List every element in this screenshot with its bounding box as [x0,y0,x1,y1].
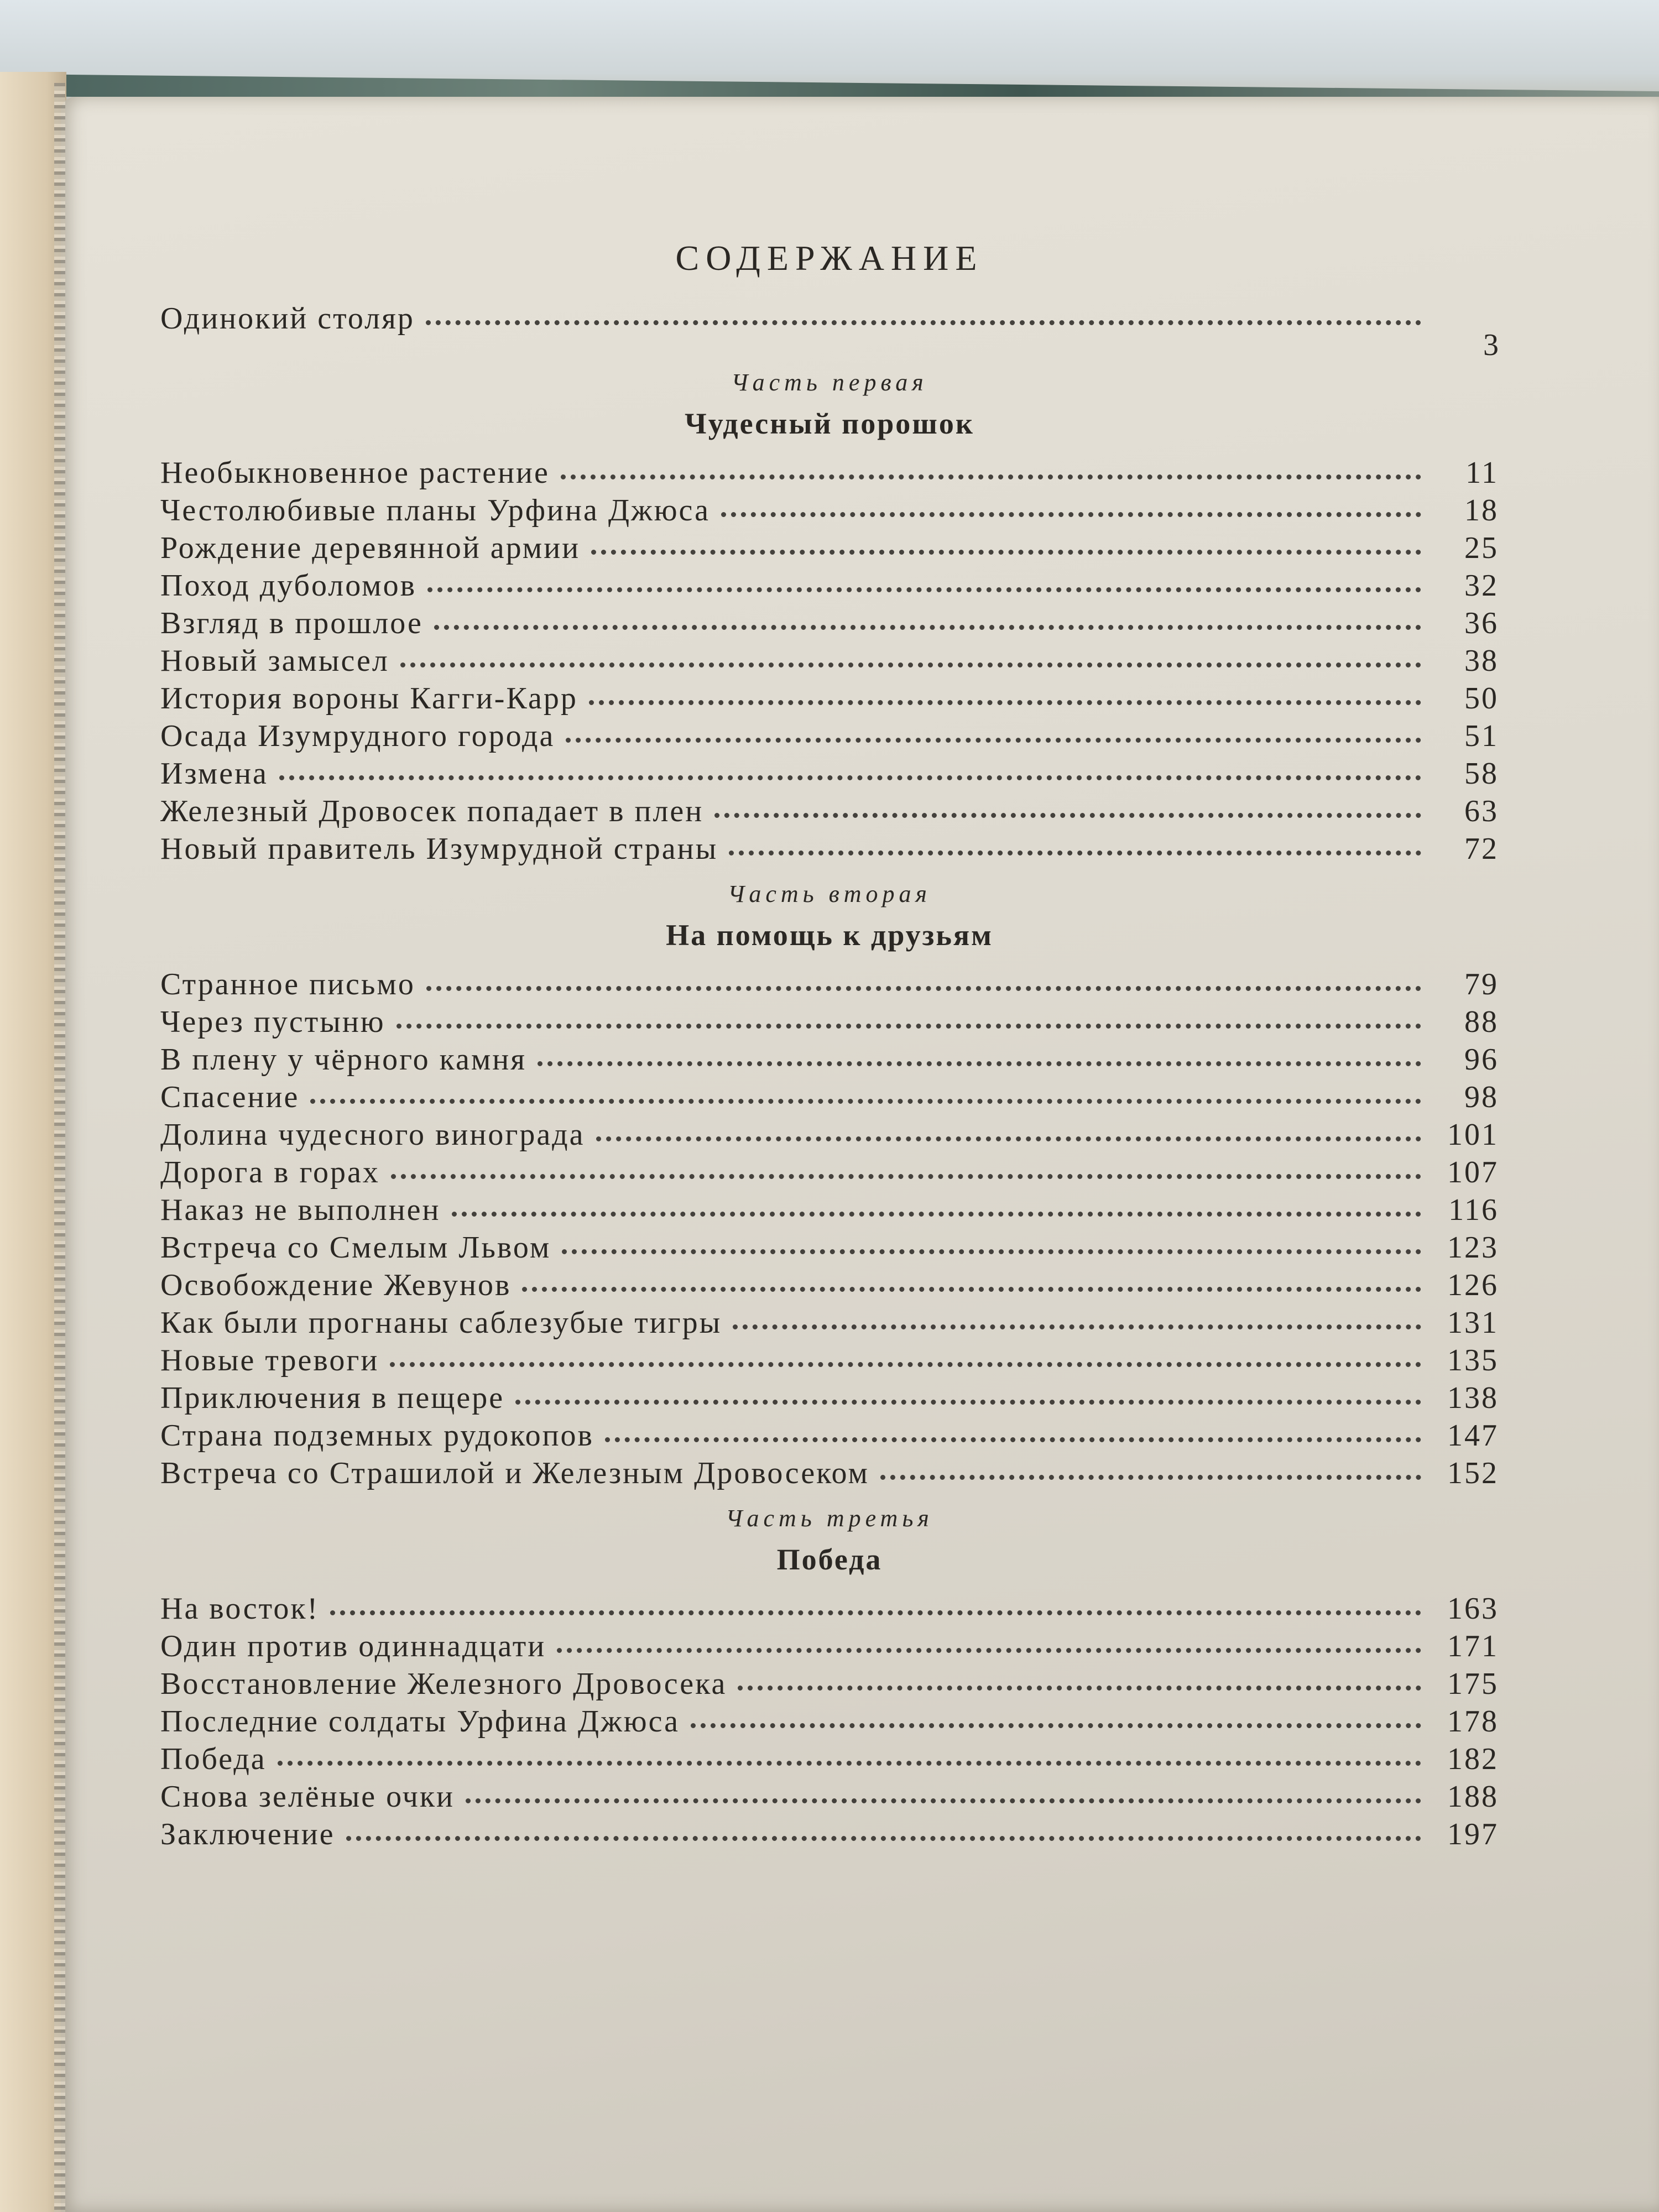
toc-entry-label: Взгляд в прошлое [160,606,423,640]
dot-leader [691,1723,1421,1728]
toc-entry-label: Победа [160,1742,267,1776]
toc-entry [160,718,1499,756]
toc-entry-label: В плену у чёрного камня [160,1042,527,1077]
toc-entry-page: 147 [1447,1418,1499,1453]
toc-entry-page: 63 [1464,794,1499,828]
toc-entry-page: 98 [1464,1080,1499,1114]
toc-entry-page: 72 [1464,832,1499,866]
toc-entry-page: 175 [1447,1667,1499,1701]
toc-entry-page: 101 [1447,1118,1499,1152]
toc-entry [160,1155,1499,1192]
dot-leader [562,1249,1421,1254]
dot-leader [561,474,1421,479]
toc-entry-page: 32 [1464,568,1499,603]
dot-leader [522,1287,1421,1292]
toc-part-3 [160,1504,1499,1854]
dot-leader [310,1099,1421,1104]
dot-leader [880,1475,1421,1480]
dot-leader [721,512,1421,517]
dot-leader [330,1610,1421,1615]
dot-leader [427,587,1421,592]
toc-entry [160,794,1499,831]
dot-leader [426,320,1421,325]
toc-entry-page: 123 [1447,1230,1499,1265]
toc-entry-label: Один против одиннадцати [160,1629,546,1663]
dot-leader [538,1061,1421,1066]
toc-entry-label: Новый правитель Изумрудной страны [160,832,718,866]
toc-entry-label: Приключения в пещере [160,1381,505,1415]
dot-leader [466,1798,1421,1803]
toc-entry-page: 11 [1465,456,1499,490]
book-spine [54,83,65,2212]
toc-entry-page: 18 [1464,493,1499,528]
toc-entry-label: Встреча со Страшилой и Железным Дровосеком [160,1456,869,1490]
toc-entry-page: 88 [1464,1005,1499,1039]
toc-entry [160,1817,1499,1854]
toc-entry-page: 152 [1447,1456,1499,1490]
dot-leader [566,738,1421,743]
part-title: Победа [776,1543,883,1576]
part-entries [160,1591,1499,1854]
toc-entry [160,1230,1499,1267]
toc-entry [160,756,1499,794]
toc-entry-page: 79 [1464,967,1499,1001]
dot-leader [400,662,1421,667]
toc-entry-label: Необыкновенное растение [160,456,550,490]
part-title: На помощь к друзьям [666,919,993,952]
dot-leader [434,625,1421,630]
toc-entry-page: 50 [1464,681,1499,716]
toc-entry [160,1305,1499,1343]
toc-entry [160,1079,1499,1117]
toc-entry [160,530,1499,568]
toc-entry [160,1192,1499,1230]
part-entries [160,455,1499,869]
dot-leader [738,1686,1421,1691]
toc-entry [160,1704,1499,1741]
toc-entry-label: Измена [160,757,268,791]
dot-leader [515,1400,1421,1405]
toc-part-2 [160,880,1499,1493]
toc-entry-label: Поход дуболомов [160,568,417,603]
dot-leader [714,813,1421,818]
toc-entry [160,1380,1499,1418]
dot-leader [596,1136,1421,1141]
part-entries [160,967,1499,1493]
toc-entry [160,493,1499,530]
toc-entry [160,1779,1499,1817]
toc-entry-label: Честолюбивые планы Урфина Джюса [160,493,710,528]
dot-leader [591,550,1421,555]
toc-entry-label: Осада Изумрудного города [160,719,555,753]
toc-entry-page: 182 [1447,1742,1499,1776]
dot-leader [346,1836,1421,1841]
toc-entry [160,1741,1499,1779]
toc-entry [160,643,1499,681]
toc-entry-label: Странное письмо [160,967,415,1001]
toc-entry [160,967,1499,1004]
toc-entry [160,1004,1499,1042]
part-label: Часть третья [726,1505,933,1532]
toc-entry-page: 51 [1464,719,1499,753]
toc-entry-page: 171 [1447,1629,1499,1663]
toc-entry-label: Одинокий столяр [160,301,415,336]
toc-entry-page: 58 [1464,757,1499,791]
toc-entry-page: 36 [1464,606,1499,640]
part-label: Часть вторая [728,880,931,907]
toc-entry-label: Рождение деревянной армии [160,531,581,565]
toc-entry [160,1042,1499,1079]
dot-leader [589,700,1421,705]
part-label: Часть первая [731,369,928,396]
toc-entry [160,1591,1499,1629]
toc-entry-page: 126 [1447,1268,1499,1302]
dot-leader [390,1362,1421,1367]
toc-entry [160,1629,1499,1666]
dot-leader [426,986,1421,991]
toc-entry [160,1418,1499,1455]
toc-entry [160,568,1499,606]
toc-entry [160,1666,1499,1704]
toc-entry-page: 138 [1447,1381,1499,1415]
toc-entry [160,681,1499,718]
toc-entry-label: Освобождение Жевунов [160,1268,512,1302]
dot-leader [605,1437,1421,1442]
toc-entry-label: Последние солдаты Урфина Джюса [160,1704,680,1739]
dot-leader [733,1324,1421,1329]
toc-entry-page: 3 [1483,328,1499,362]
toc-entry-label: Снова зелёные очки [160,1780,455,1814]
toc-entry-page: 178 [1447,1704,1499,1739]
toc-entry-page: 163 [1447,1592,1499,1626]
toc-part-1 [160,368,1499,869]
toc-entry-label: Дорога в горах [160,1155,380,1190]
toc-entry-page: 116 [1448,1193,1499,1227]
toc-entry [160,831,1499,869]
table-of-contents [160,216,1499,1865]
toc-entry-label: Как были прогнаны саблезубые тигры [160,1306,722,1340]
toc-entry-page: 96 [1464,1042,1499,1077]
toc-entry-page: 197 [1447,1817,1499,1851]
toc-entry [160,606,1499,643]
toc-entry-label: Через пустыню [160,1005,385,1039]
toc-entry [160,1455,1499,1493]
toc-entry [160,455,1499,493]
dot-leader [279,775,1421,780]
toc-entry [160,1267,1499,1305]
toc-entry-label: Заключение [160,1817,335,1851]
toc-entry-page: 188 [1447,1780,1499,1814]
toc-entry-label: Новые тревоги [160,1343,379,1378]
toc-entry-label: Железный Дровосек попадает в плен [160,794,704,828]
toc-title: СОДЕРЖАНИЕ [675,238,984,278]
dot-leader [557,1648,1421,1653]
toc-entry-label: Наказ не выполнен [160,1193,441,1227]
toc-entry-page: 131 [1447,1306,1499,1340]
toc-entry-label: Страна подземных рудокопов [160,1418,594,1453]
dot-leader [391,1174,1421,1179]
toc-entry [160,1343,1499,1380]
toc-entry-label: Восстановление Железного Дровосека [160,1667,727,1701]
toc-entry-label: История вороны Кагги-Карр [160,681,578,716]
toc-entry-label: Спасение [160,1080,300,1114]
dot-leader [452,1212,1422,1217]
toc-entry-label: Долина чудесного винограда [160,1118,585,1152]
toc-entry-page: 38 [1464,644,1499,678]
toc-entry-page: 25 [1464,531,1499,565]
part-title: Чудесный порошок [685,407,974,440]
toc-entry-label: Новый замысел [160,644,389,678]
dot-leader [278,1761,1421,1766]
toc-entry-page: 107 [1447,1155,1499,1190]
dot-leader [397,1024,1421,1029]
toc-entry [160,1117,1499,1155]
toc-entry-label: Встреча со Смелым Львом [160,1230,551,1265]
dot-leader [729,851,1421,855]
toc-entry-label: На восток! [160,1592,320,1626]
toc-entry-page: 135 [1447,1343,1499,1378]
